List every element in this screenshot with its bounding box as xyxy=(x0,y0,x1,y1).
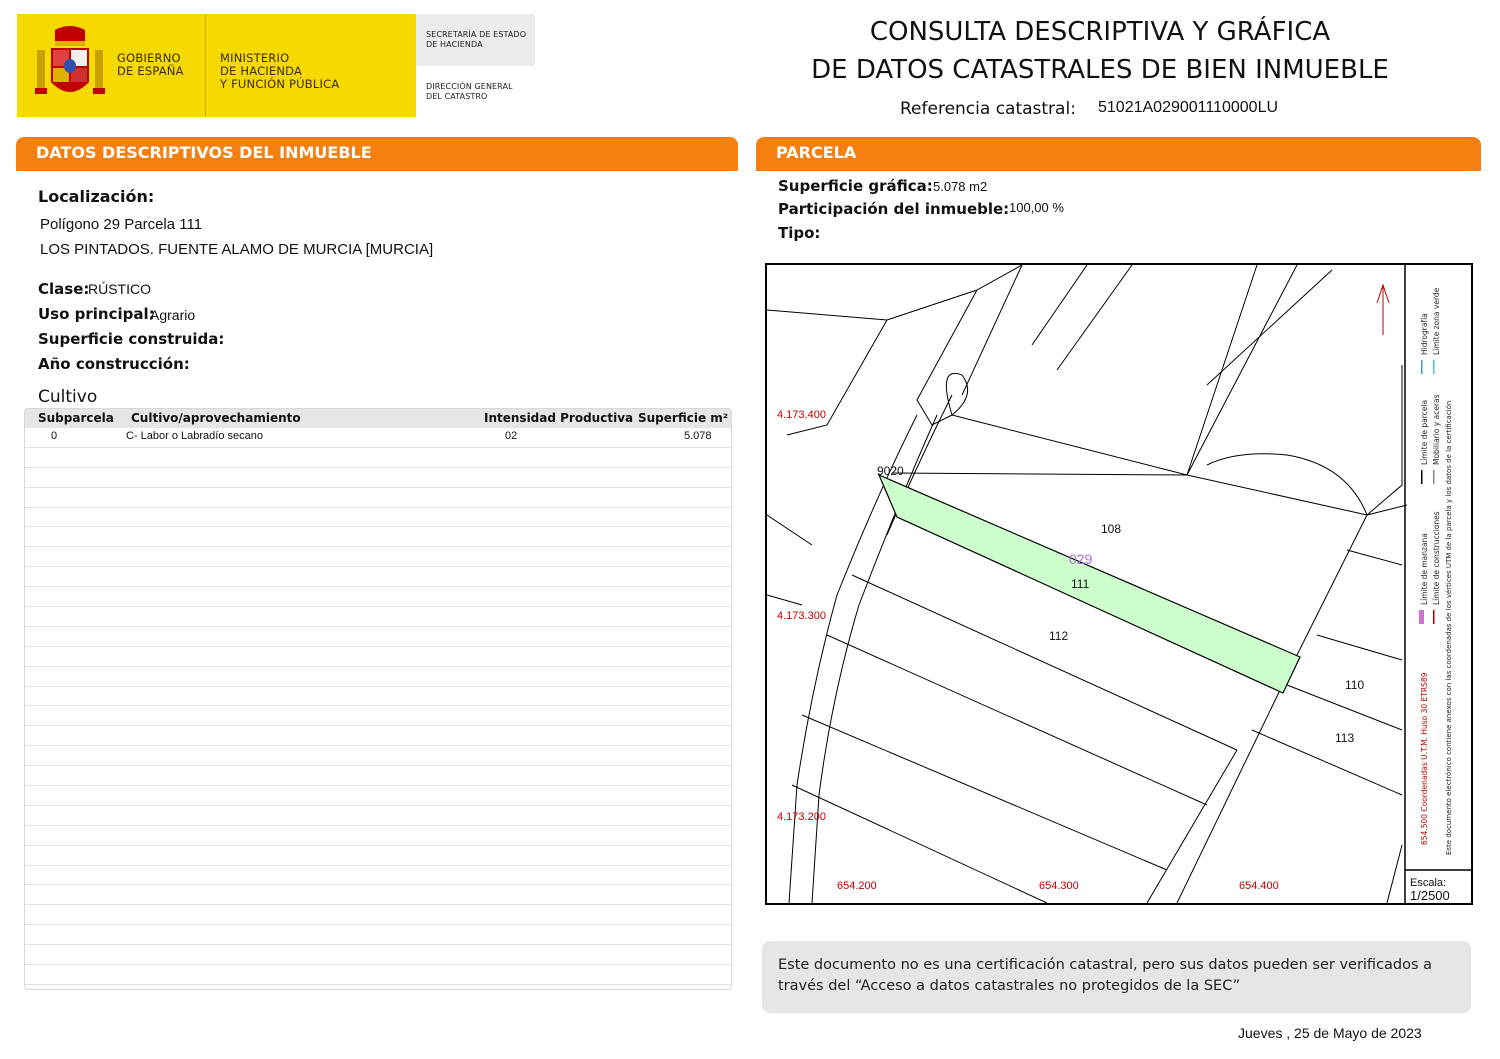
table-row xyxy=(25,667,731,687)
polygon-label-029: 029 xyxy=(1069,551,1093,567)
secretaria-block xyxy=(416,14,535,66)
table-row xyxy=(25,925,731,945)
table-row xyxy=(25,905,731,925)
table-row xyxy=(25,488,731,508)
legend-hidrografia: Hidrografía xyxy=(1420,313,1429,355)
localizacion-line2: LOS PINTADOS. FUENTE ALAMO DE MURCIA [MURCIA] xyxy=(40,241,434,258)
secretaria-line1: SECRETARÍA DE ESTADO xyxy=(426,30,527,39)
parcel-edge xyxy=(1252,730,1402,795)
y-coord-3: 4.173.200 xyxy=(777,811,826,823)
parcel-edge xyxy=(1387,845,1402,903)
parcel-edge xyxy=(852,575,1237,750)
legend-swatch-construcciones xyxy=(1433,610,1435,624)
parcel-edge xyxy=(802,715,1167,870)
parcel-edge xyxy=(1187,265,1257,475)
descriptivos-header-underline xyxy=(16,169,738,171)
table-row xyxy=(25,687,731,707)
table-row xyxy=(25,647,731,667)
table-row xyxy=(25,985,731,990)
parcel-label-9020: 9020 xyxy=(877,464,904,478)
legend-limite-parcela: Límite de parcela xyxy=(1420,399,1429,465)
table-header-row xyxy=(25,409,731,428)
parcel-edge xyxy=(892,473,1367,515)
map-svg xyxy=(767,265,1471,903)
table-row xyxy=(25,587,731,607)
parcel-edge xyxy=(946,373,967,415)
map-legend xyxy=(1419,287,1453,855)
parcel-edge xyxy=(767,595,802,605)
table-row xyxy=(25,826,731,846)
parcel-label-112: 112 xyxy=(1049,629,1069,643)
descriptivos-section-header: DATOS DESCRIPTIVOS DEL INMUEBLE xyxy=(16,137,738,169)
legend-documento-note: Este documento electrónico contiene anexos con las coordenadas de los vértices UTM de la parcela y los datos de la certificación xyxy=(1445,400,1453,855)
th-cultivo: Cultivo/aprovechamiento xyxy=(131,411,301,425)
table-row xyxy=(25,508,731,528)
disclaimer-line2: través del “Acceso a datos catastrales no protegidos de la SEC” xyxy=(778,978,1241,994)
table-row xyxy=(25,448,731,468)
government-logo-block xyxy=(17,14,416,117)
parcel-label-111: 111 xyxy=(1071,577,1090,591)
y-coord-1: 4.173.400 xyxy=(777,409,826,421)
legend-coord-note: 654.500 Coordenadas U.T.M. Huso 30 ETRS89 xyxy=(1420,672,1429,845)
coat-of-arms-icon xyxy=(35,26,105,104)
table-row xyxy=(25,846,731,866)
x-coord-2: 654.300 xyxy=(1039,880,1079,892)
parcel-edge xyxy=(962,265,1022,395)
table-row xyxy=(25,527,731,547)
table-row xyxy=(25,945,731,965)
tipo-label: Tipo: xyxy=(778,224,821,242)
y-coord-2: 4.173.300 xyxy=(777,610,826,622)
cultivo-label: Cultivo xyxy=(38,387,98,407)
participacion-value: 100,00 % xyxy=(1009,200,1064,215)
parcela-header-underline xyxy=(756,169,1481,171)
cell-cultivo: C- Labor o Labradío secano xyxy=(126,430,263,442)
page-title-line1: CONSULTA DESCRIPTIVA Y GRÁFICA xyxy=(869,17,1331,47)
direccion-line1: DIRECCIÓN GENERAL xyxy=(426,82,513,91)
parcel-edge xyxy=(1032,265,1087,345)
x-coord-3: 654.400 xyxy=(1239,880,1279,892)
parcel-edge xyxy=(1317,635,1402,660)
table-row xyxy=(25,468,731,488)
direccion-line2: DEL CATASTRO xyxy=(426,92,488,101)
legend-swatch-zona-verde xyxy=(1433,360,1435,374)
cultivo-table xyxy=(24,408,732,990)
legend-swatch-manzana xyxy=(1419,610,1424,624)
road-edge-right xyxy=(812,415,937,903)
anio-construccion-label: Año construcción: xyxy=(38,355,190,373)
localizacion-line1: Polígono 29 Parcela 111 xyxy=(40,216,203,233)
parcel-edge xyxy=(1347,550,1402,565)
parcela-section-header: PARCELA xyxy=(756,137,1481,169)
parcel-edge xyxy=(827,635,1207,805)
gobierno-line1: GOBIERNO xyxy=(117,51,181,65)
x-coord-1: 654.200 xyxy=(837,880,877,892)
clase-label: Clase: xyxy=(38,280,90,298)
empty-table-rows xyxy=(25,448,731,990)
uso-principal-label: Uso principal: xyxy=(38,305,155,323)
parcel-label-110: 110 xyxy=(1345,678,1365,692)
table-row xyxy=(25,746,731,766)
parcel-edge xyxy=(1057,265,1132,370)
table-row xyxy=(25,885,731,905)
legend-limite-manzana: Límite de manzana xyxy=(1420,533,1429,605)
parcel-edge xyxy=(1147,750,1237,903)
participacion-label: Participación del inmueble: xyxy=(778,200,1010,218)
legend-limite-zona-verde: Límite zona verde xyxy=(1432,287,1441,355)
escala-value: 1/2500 xyxy=(1410,888,1450,903)
ministerio-line1: MINISTERIO xyxy=(220,51,290,65)
th-superficie: Superficie m² xyxy=(638,411,729,425)
north-arrow-icon xyxy=(1377,285,1389,335)
th-intensidad: Intensidad Productiva xyxy=(484,411,634,425)
table-row xyxy=(25,806,731,826)
parcel-edge xyxy=(767,265,1022,320)
legend-swatch-mobiliario xyxy=(1433,470,1435,484)
superficie-construida-label: Superficie construida: xyxy=(38,330,225,348)
table-row xyxy=(25,965,731,985)
parcel-edge xyxy=(1207,270,1332,385)
page-title-line2: DE DATOS CATASTRALES DE BIEN INMUEBLE xyxy=(811,55,1389,85)
legend-swatch-parcela xyxy=(1421,470,1423,484)
legend-mobiliario: Mobiliario y aceras xyxy=(1432,394,1441,465)
table-row xyxy=(25,567,731,587)
parcel-edge xyxy=(1367,365,1402,515)
map-scale xyxy=(1410,877,1450,903)
table-row xyxy=(25,428,731,448)
secretaria-line2: DE HACIENDA xyxy=(426,40,483,49)
parcel-edge xyxy=(1177,655,1297,903)
parcel-label-108: 108 xyxy=(1101,522,1122,536)
table-row xyxy=(25,706,731,726)
table-row xyxy=(25,866,731,886)
table-row xyxy=(25,607,731,627)
parcel-111-highlight xyxy=(879,475,1300,693)
disclaimer-line1: Este documento no es una certificación catastral, pero sus datos pueden ser verificados a xyxy=(778,957,1433,973)
legend-limite-construcciones: Límite de construcciones xyxy=(1432,511,1441,605)
document-date: Jueves , 25 de Mayo de 2023 xyxy=(1238,1025,1422,1041)
parcel-edge xyxy=(767,515,812,545)
cell-intensidad: 02 xyxy=(505,430,518,442)
ref-catastral-value: 51021A029001110000LU xyxy=(1098,99,1279,116)
superficie-grafica-label: Superficie gráfica: xyxy=(778,177,933,195)
cell-subparcela: 0 xyxy=(51,430,58,442)
parcel-label-113: 113 xyxy=(1335,731,1355,745)
legend-swatch-hidrografia xyxy=(1421,360,1423,374)
table-row xyxy=(25,766,731,786)
table-row xyxy=(25,726,731,746)
parcel-edge xyxy=(952,415,1187,475)
superficie-grafica-value: 5.078 m2 xyxy=(933,179,988,194)
clase-value: RÚSTICO xyxy=(88,281,151,297)
uso-principal-value: Agrario xyxy=(150,307,196,323)
ministerio-line2: DE HACIENDA xyxy=(220,64,303,78)
cadastral-map xyxy=(765,263,1473,905)
table-row xyxy=(25,786,731,806)
table-row xyxy=(25,547,731,567)
cell-superficie: 5.078 xyxy=(684,430,712,442)
parcel-edge xyxy=(1297,515,1367,655)
escala-label: Escala: xyxy=(1410,877,1447,889)
table-row xyxy=(25,627,731,647)
logo-divider xyxy=(205,14,206,117)
disclaimer-note xyxy=(762,941,1471,1013)
gobierno-line2: DE ESPAÑA xyxy=(117,64,184,78)
ministerio-line3: Y FUNCIÓN PÚBLICA xyxy=(220,77,340,91)
parcel-edge xyxy=(1187,265,1297,475)
th-subparcela: Subparcela xyxy=(38,411,114,425)
ref-catastral-label: Referencia catastral: xyxy=(900,99,1076,119)
localizacion-label: Localización: xyxy=(38,187,155,206)
